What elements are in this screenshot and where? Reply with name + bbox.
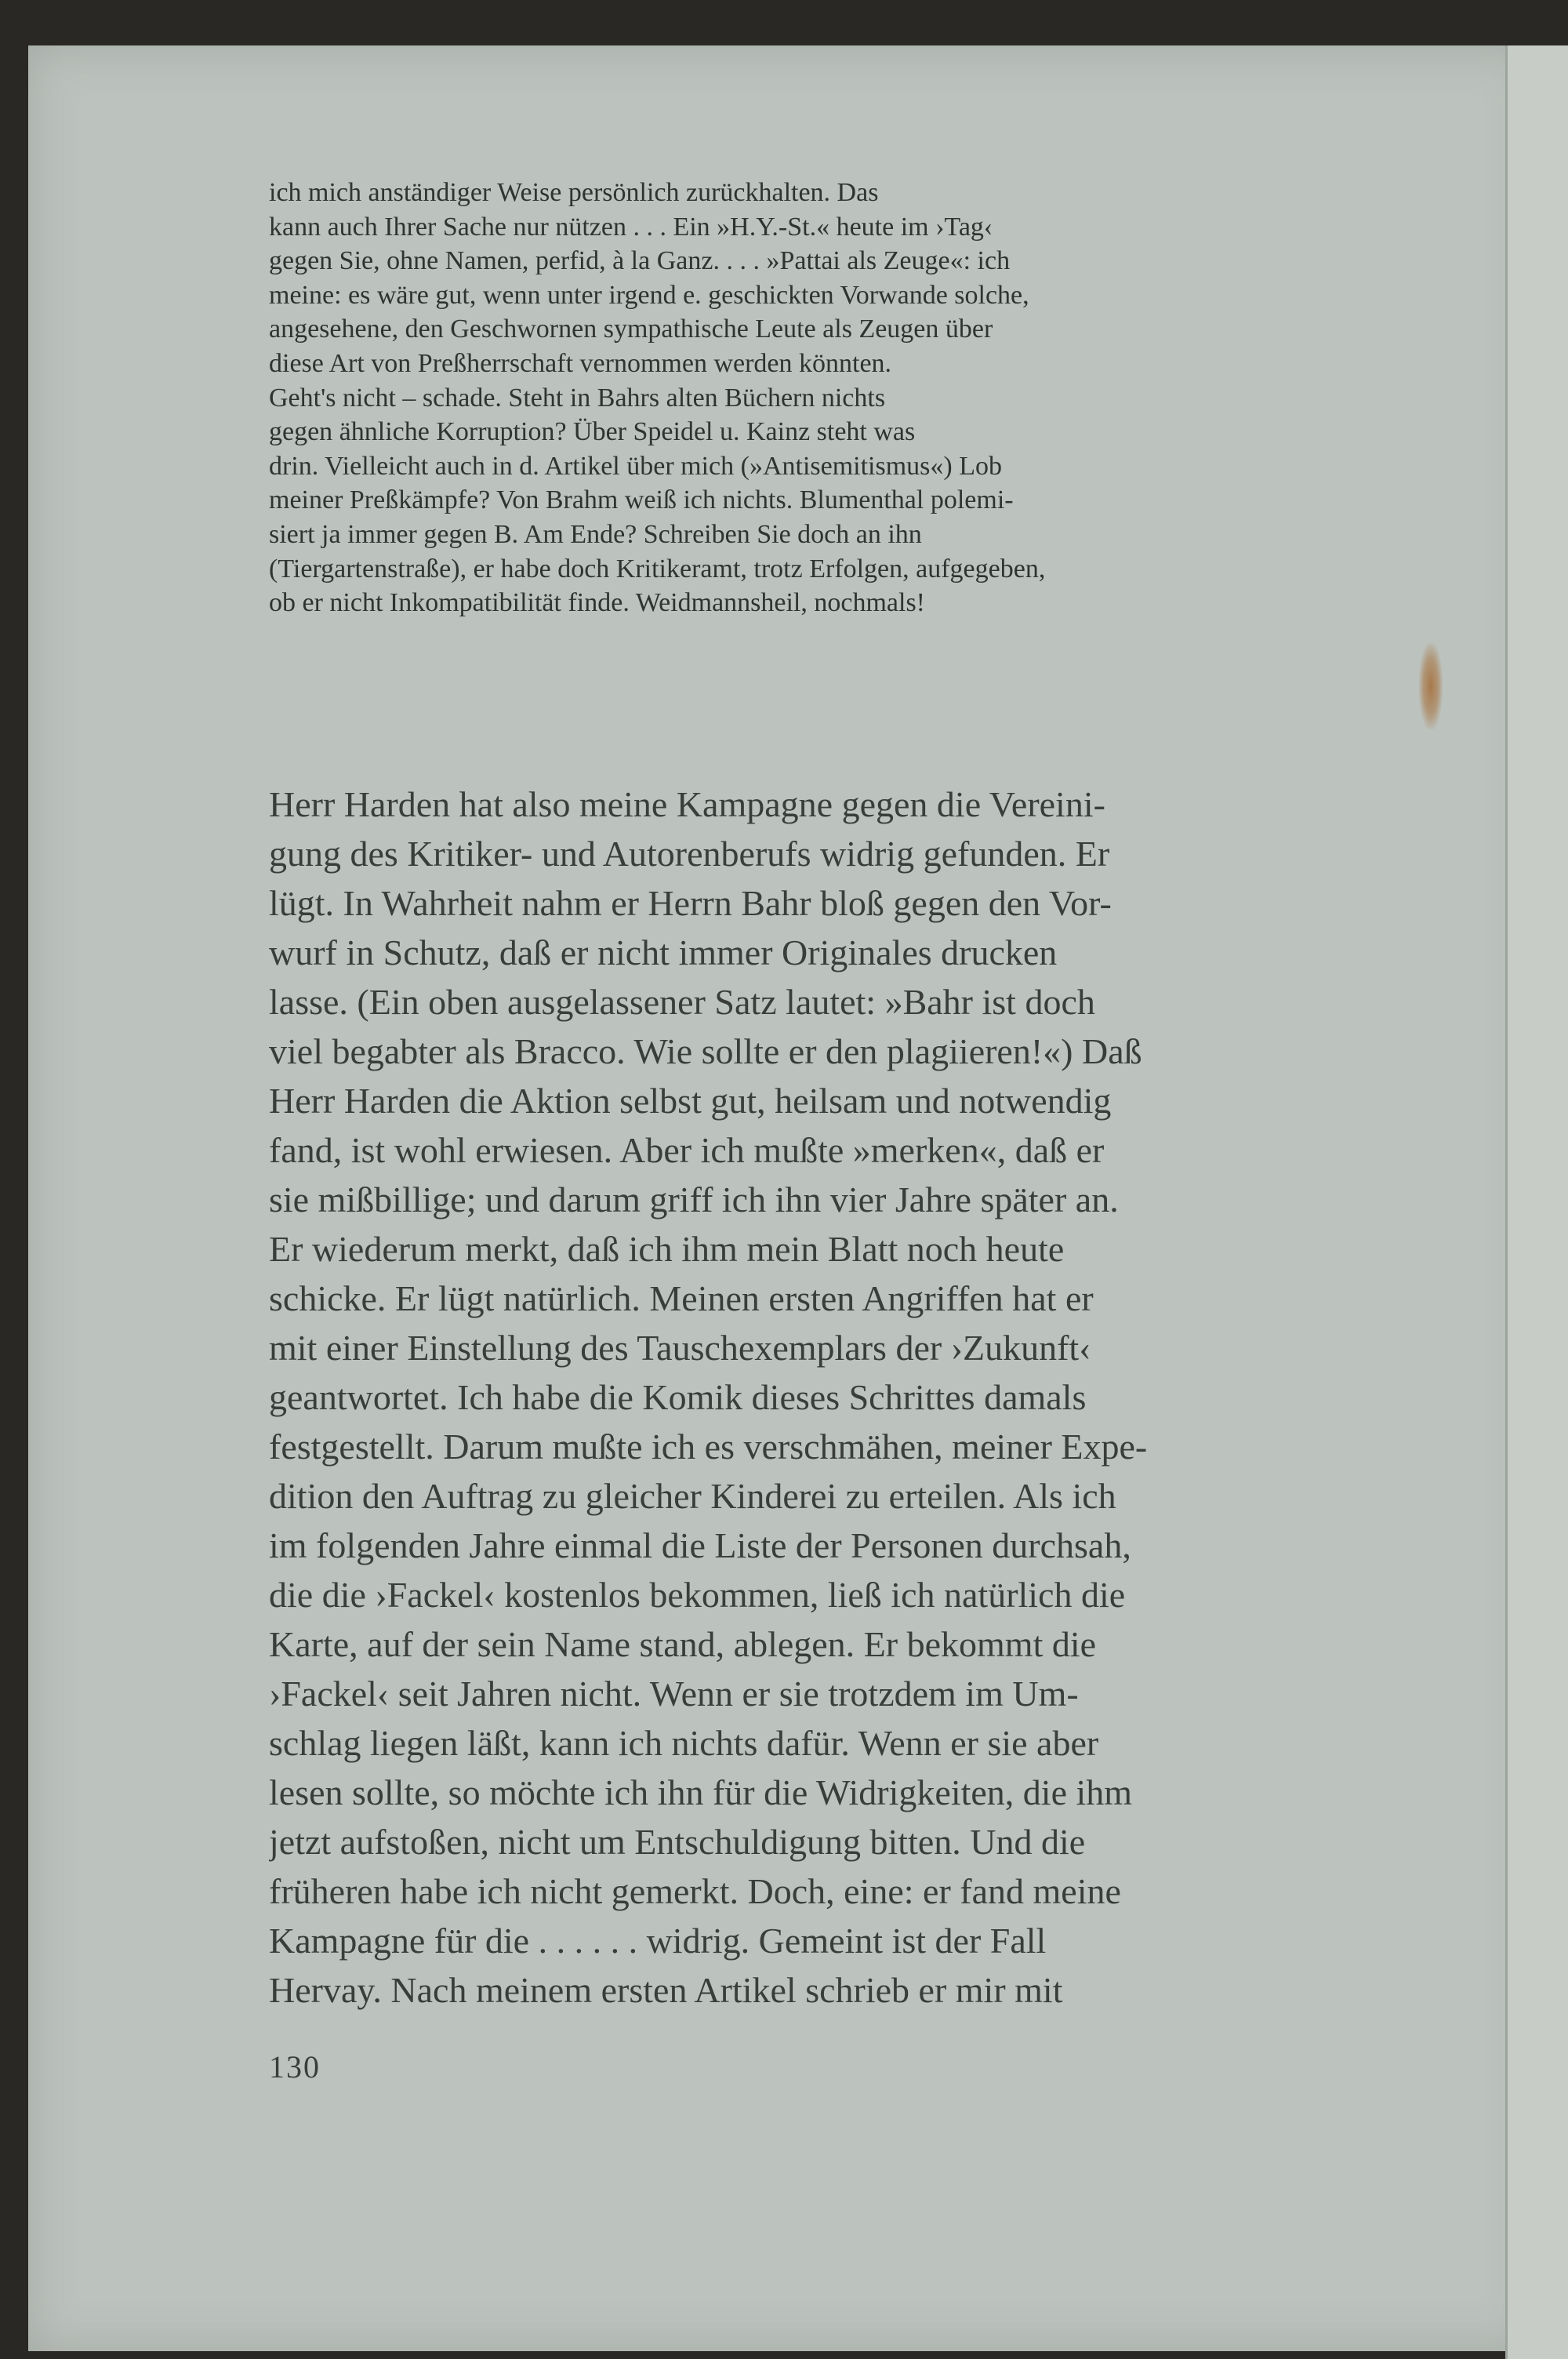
letter-line: diese Art von Preßherrschaft vernommen werden könnten. [269, 348, 892, 378]
letter-line: meiner Preßkämpfe? Von Brahm weiß ich nichts. Blumenthal polemi- [269, 485, 1014, 515]
page-fold-edge [1505, 45, 1568, 2359]
text-line: gung des Kritiker- und Autorenberufs widrig gefunden. Er [269, 834, 1110, 874]
letter-line: Geht's nicht – schade. Steht in Bahrs alten Büchern nichts [269, 383, 886, 413]
text-line: Karte, auf der sein Name stand, ablegen. Er bekommt die [269, 1624, 1097, 1664]
text-line: lesen sollte, so möchte ich ihn für die Widrigkeiten, die ihm [269, 1772, 1133, 1812]
text-line: schlag liegen läßt, kann ich nichts dafür. Wenn er sie aber [269, 1723, 1099, 1763]
letter-line: siert ja immer gegen B. Am Ende? Schreiben Sie doch an ihn [269, 519, 922, 549]
text-line: Herr Harden die Aktion selbst gut, heilsam und notwendig [269, 1081, 1112, 1121]
letter-line: kann auch Ihrer Sache nur nützen . . . Ein »H.Y.-St.« heute im ›Tag‹ [269, 212, 993, 242]
text-line: fand, ist wohl erwiesen. Aber ich mußte »merken«, daß er [269, 1130, 1105, 1170]
text-line: im folgenden Jahre einmal die Liste der Personen durchsah, [269, 1525, 1131, 1565]
text-line: früheren habe ich nicht gemerkt. Doch, eine: er fand meine [269, 1871, 1121, 1911]
text-line: Hervay. Nach meinem ersten Artikel schrieb er mir mit [269, 1970, 1063, 2010]
text-line: lasse. (Ein oben ausgelassener Satz lautet: »Bahr ist doch [269, 982, 1095, 1022]
text-line: geantwortet. Ich habe die Komik dieses Schrittes damals [269, 1377, 1087, 1417]
letter-line: gegen Sie, ohne Namen, perfid, à la Ganz. . . . »Pattai als Zeuge«: ich [269, 246, 1011, 276]
text-line: ›Fackel‹ seit Jahren nicht. Wenn er sie trotzdem im Um- [269, 1674, 1079, 1714]
letter-line: gegen ähnliche Korruption? Über Speidel u. Kainz steht was [269, 417, 916, 447]
text-line: mit einer Einstellung des Tauschexemplars der ›Zukunft‹ [269, 1328, 1091, 1368]
paper-stain [1419, 643, 1443, 729]
text-line: schicke. Er lügt natürlich. Meinen ersten Angriffen hat er [269, 1278, 1094, 1318]
text-line: lügt. In Wahrheit nahm er Herrn Bahr bloß gegen den Vor- [269, 883, 1112, 923]
letter-line: drin. Vielleicht auch in d. Artikel über mich (»Antisemitismus«) Lob [269, 451, 1002, 481]
text-line: die die ›Fackel‹ kostenlos bekommen, ließ ich natürlich die [269, 1575, 1126, 1615]
text-line: Er wiederum merkt, daß ich ihm mein Blatt noch heute [269, 1229, 1065, 1269]
text-line: jetzt aufstoßen, nicht um Entschuldigung bitten. Und die [269, 1822, 1086, 1862]
main-text [269, 780, 1323, 2015]
text-line: sie mißbillige; und darum griff ich ihn vier Jahre später an. [269, 1180, 1119, 1219]
text-line: viel begabter als Bracco. Wie sollte er den plagiieren!«) Daß [269, 1031, 1142, 1071]
text-line: Kampagne für die . . . . . . widrig. Gemeint ist der Fall [269, 1921, 1047, 1961]
text-line: wurf in Schutz, daß er nicht immer Originales drucken [269, 932, 1058, 972]
letter-line: (Tiergartenstraße), er habe doch Kritikeramt, trotz Erfolgen, aufgegeben, [269, 554, 1046, 583]
text-line: Herr Harden hat also meine Kampagne gegen die Vereini- [269, 784, 1105, 824]
letter-line: ob er nicht Inkompatibilität finde. Weidmannsheil, nochmals! [269, 588, 926, 618]
letter-line: ich mich anständiger Weise persönlich zurückhalten. Das [269, 178, 879, 207]
letter-line: angesehene, den Geschwornen sympathische Leute als Zeugen über [269, 314, 993, 344]
letter-quote [269, 176, 1323, 620]
text-line: festgestellt. Darum mußte ich es verschmähen, meiner Expe- [269, 1427, 1148, 1467]
letter-line: meine: es wäre gut, wenn unter irgend e. geschickten Vorwande solche, [269, 280, 1029, 310]
page-number: 130 [269, 2049, 321, 2085]
text-line: dition den Auftrag zu gleicher Kinderei zu erteilen. Als ich [269, 1476, 1116, 1516]
